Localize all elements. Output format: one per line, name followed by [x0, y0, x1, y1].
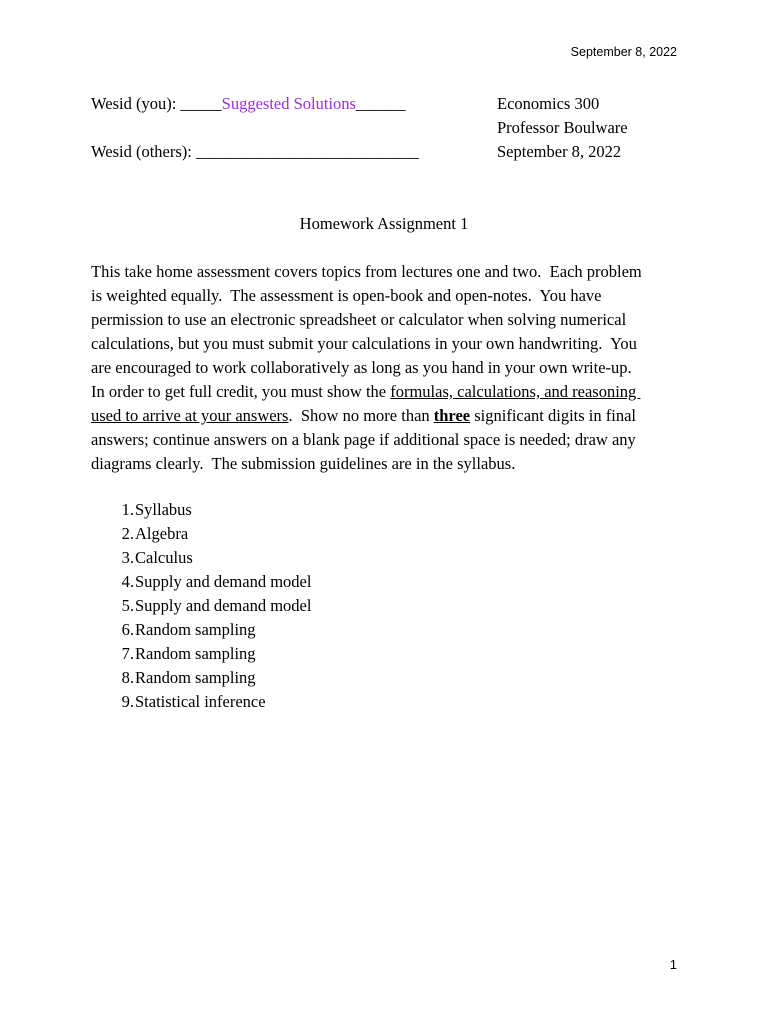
list-item-text: Random sampling [135, 644, 256, 663]
instructions-line [91, 404, 691, 428]
list-item-text: Random sampling [135, 620, 256, 639]
list-item-number: 1 . [91, 498, 135, 522]
instructions-line: answers; continue answers on a blank page if additional space is needed; draw any [91, 430, 636, 449]
wesid-others-blank: ___________________________ [195, 142, 419, 161]
instructions-emphasis: used to arrive at your answers [91, 406, 289, 425]
list-item-text: Algebra [135, 524, 189, 543]
instructions-line: This take home assessment covers topics from lectures one and two. Each problem [91, 262, 642, 281]
list-item [91, 642, 311, 666]
wesid-you-blank-pre: _____ [180, 94, 222, 113]
list-item-text: Supply and demand model [135, 572, 312, 591]
list-item [91, 522, 311, 546]
list-item-text: Syllabus [135, 500, 192, 519]
course-name: Economics 300 [497, 94, 600, 113]
instructions-line: calculations, but you must submit your calculations in your own handwriting. You [91, 334, 637, 353]
list-item-number: 3 . [91, 546, 135, 570]
wesid-others-line [91, 140, 419, 164]
list-item [91, 594, 311, 618]
instructions-text: significant digits in final [470, 406, 637, 425]
list-item-number: 9 . [91, 690, 135, 714]
list-item-number: 6 . [91, 618, 135, 642]
list-item-number: 5 . [91, 594, 135, 618]
instructions-line [91, 380, 691, 404]
list-item-text: Calculus [135, 548, 193, 567]
wesid-you-value: Suggested Solutions [221, 94, 356, 113]
instructions-line: permission to use an electronic spreadsheet or calculator when solving numerical [91, 310, 627, 329]
list-item [91, 666, 311, 690]
topic-list [91, 498, 311, 714]
list-item [91, 690, 311, 714]
list-item-number: 7 . [91, 642, 135, 666]
list-item-text: Statistical inference [135, 692, 266, 711]
assignment-title: Homework Assignment 1 [299, 214, 469, 233]
instructions-text: . Show no more than [288, 406, 434, 425]
list-item [91, 546, 311, 570]
list-item [91, 570, 311, 594]
instructions-strong-emphasis: three [433, 406, 471, 425]
list-item-number: 4 . [91, 570, 135, 594]
list-item-number: 2 . [91, 522, 135, 546]
list-item-number: 8 . [91, 666, 135, 690]
page-number: 1 [669, 957, 677, 972]
list-item-text: Random sampling [135, 668, 256, 687]
header-date: September 8, 2022 [570, 45, 677, 59]
instructions-line: are encouraged to work collaboratively as long as you hand in your own write-up. [91, 358, 632, 377]
instructions-line: diagrams clearly. The submission guidelines are in the syllabus. [91, 454, 516, 473]
list-item [91, 498, 311, 522]
list-item [91, 618, 311, 642]
instructions-line: is weighted equally. The assessment is open-book and open-notes. You have [91, 286, 602, 305]
wesid-you-blank-post: ______ [355, 94, 406, 113]
course-date: September 8, 2022 [497, 142, 622, 161]
instructions-text: In order to get full credit, you must show the [91, 382, 391, 401]
instructions-emphasis: formulas, calculations, and reasoning [390, 382, 641, 401]
wesid-others-label: Wesid (others): [91, 142, 192, 161]
wesid-you-line [91, 92, 405, 116]
instructions-paragraph [91, 260, 691, 476]
course-professor: Professor Boulware [497, 118, 628, 137]
list-item-text: Supply and demand model [135, 596, 312, 615]
wesid-you-label: Wesid (you): [91, 94, 177, 113]
